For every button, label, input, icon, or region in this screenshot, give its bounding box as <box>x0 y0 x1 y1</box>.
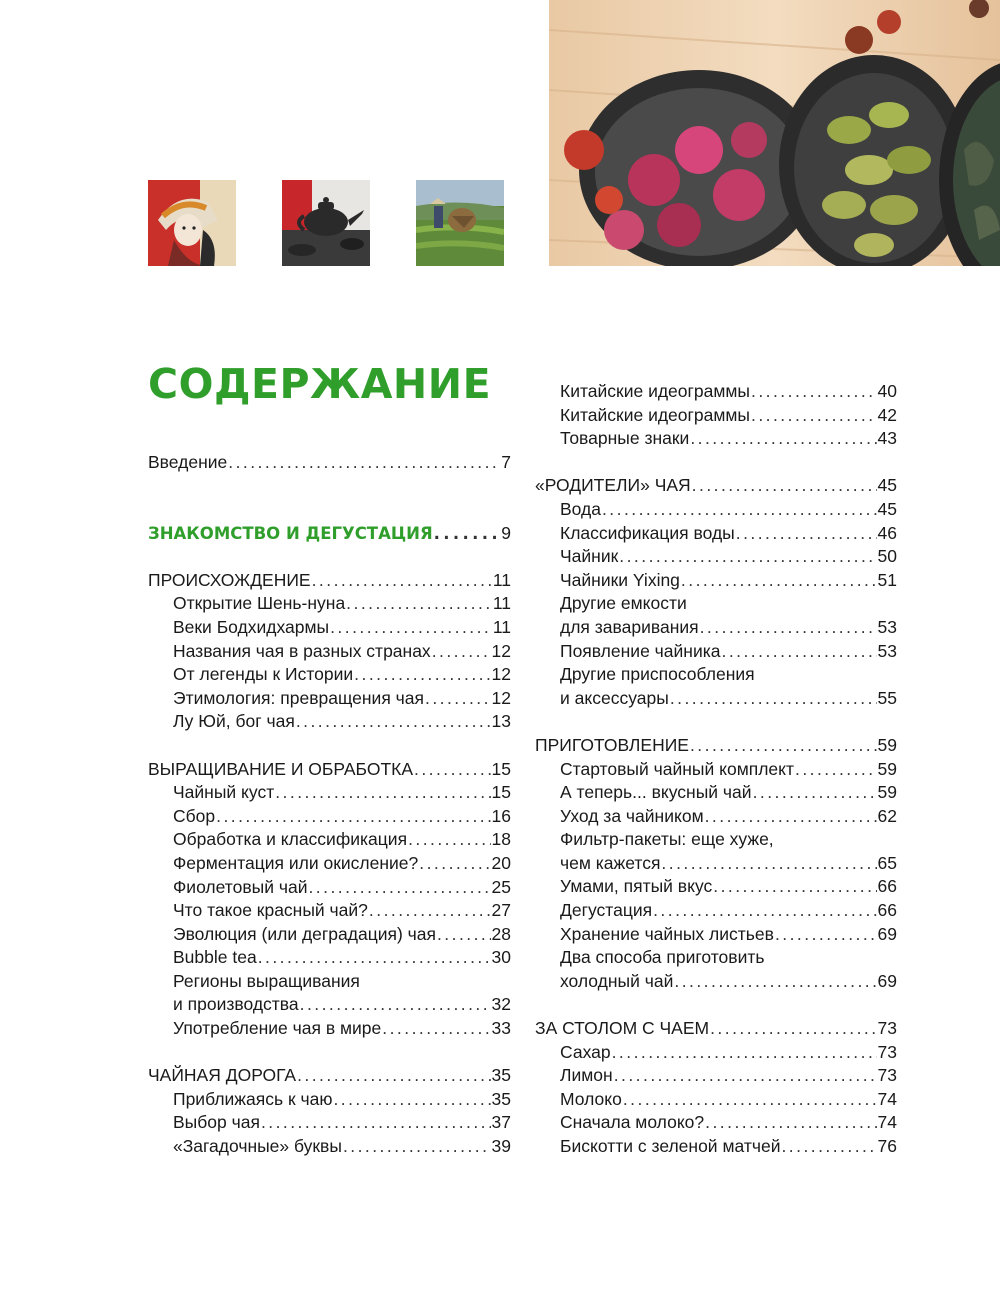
toc-leader-dots <box>434 522 501 546</box>
toc-page-number: 30 <box>491 947 511 968</box>
toc-entry-row <box>560 545 897 569</box>
toc-entry-label: и аксессуары <box>560 687 669 708</box>
toc-page-number: 39 <box>491 1136 511 1157</box>
toc-page-number: 59 <box>877 734 897 755</box>
toc-entry-label: Вода <box>560 498 601 519</box>
toc-page-number: 53 <box>877 640 897 661</box>
toc-entry-label: Дегустация <box>560 900 653 921</box>
toc-spacer <box>535 993 897 1017</box>
toc-entry-row <box>535 734 897 758</box>
toc-leader-dots <box>751 380 877 404</box>
tea-spoons-photo <box>549 0 1000 266</box>
toc-page-number: 74 <box>877 1112 897 1133</box>
toc-entry-label: Эволюция (или деградация) чая <box>173 923 436 944</box>
toc-entry-label: Фиолетовый чай <box>173 876 308 897</box>
toc-entry[interactable] <box>535 828 897 875</box>
toc-entry-row <box>173 993 511 1017</box>
toc-entry[interactable] <box>148 970 511 1017</box>
toc-entry-row <box>173 828 511 852</box>
toc-leader-dots <box>414 758 491 782</box>
toc-leader-dots <box>690 734 877 758</box>
toc-entry-row <box>173 1088 511 1112</box>
toc-page-number: 62 <box>877 805 897 826</box>
toc-section-entry[interactable] <box>148 451 511 475</box>
toc-entry-row <box>560 875 897 899</box>
toc-entry-row <box>173 687 511 711</box>
toc-entry-row <box>560 758 897 782</box>
toc-entry-label: Лимон <box>560 1065 613 1086</box>
toc-leader-dots <box>681 569 877 593</box>
toc-leader-dots <box>661 852 876 876</box>
toc-entry-label: ЧАЙНАЯ ДОРОГА <box>148 1065 297 1086</box>
toc-page-number: 43 <box>877 428 897 449</box>
toc-entry-label: Регионы выращивания <box>173 970 360 991</box>
toc-page-number: 45 <box>877 498 897 519</box>
toc-entry[interactable] <box>535 569 897 593</box>
toc-entry-row <box>535 1017 897 1041</box>
toc-page-number: 11 <box>492 593 511 614</box>
toc-entry-label: ЗНАКОМСТВО И ДЕГУСТАЦИЯ <box>148 523 433 543</box>
toc-entry[interactable] <box>535 380 897 404</box>
toc-leader-dots <box>296 710 491 734</box>
toc-entry-row <box>173 640 511 664</box>
toc-entry-label: Открытие Шень-нуна <box>173 593 346 614</box>
toc-leader-dots <box>432 640 491 664</box>
toc-page-number: 27 <box>491 900 511 921</box>
toc-entry-label: «РОДИТЕЛИ» ЧАЯ <box>535 475 691 496</box>
toc-entry-row <box>173 852 511 876</box>
toc-page-number: 32 <box>491 994 511 1015</box>
toc-page-number: 25 <box>491 876 511 897</box>
toc-section-entry[interactable] <box>148 569 511 593</box>
toc-entry-row <box>148 1064 511 1088</box>
toc-leader-dots <box>369 899 491 923</box>
toc-entry-row <box>173 923 511 947</box>
toc-entry-label: Сахар <box>560 1041 611 1062</box>
toc-leader-dots <box>343 1135 491 1159</box>
toc-entry-row <box>560 522 897 546</box>
toc-entry-label: Товарные знаки <box>560 428 690 449</box>
toc-page-number: 73 <box>877 1065 897 1086</box>
toc-leader-dots <box>419 852 490 876</box>
toc-entry-label: Стартовый чайный комплект <box>560 758 795 779</box>
toc-part-entry[interactable] <box>148 522 511 546</box>
toc-entry-label: Появление чайника <box>560 640 721 661</box>
toc-leader-dots <box>425 687 491 711</box>
toc-entry[interactable] <box>148 1088 511 1112</box>
toc-entry-label: Чайный куст <box>173 782 275 803</box>
toc-entry[interactable] <box>535 522 897 546</box>
toc-entry-row <box>560 1088 897 1112</box>
toc-entry[interactable] <box>148 946 511 970</box>
toc-spacer <box>148 545 511 569</box>
toc-leader-dots <box>753 781 877 805</box>
toc-entry-label: Лу Юй, бог чая <box>173 711 295 732</box>
toc-entry[interactable] <box>535 781 897 805</box>
toc-leader-dots <box>275 781 490 805</box>
toc-entry-row <box>560 1111 897 1135</box>
toc-entry[interactable] <box>148 876 511 900</box>
toc-entry[interactable] <box>535 1064 897 1088</box>
toc-page-number: 73 <box>877 1018 897 1039</box>
toc-page-number: 40 <box>877 381 897 401</box>
toc-entry[interactable] <box>535 923 897 947</box>
toc-entry-row <box>560 427 897 451</box>
toc-entry-label: и производства <box>173 994 299 1015</box>
toc-entry-label: Чайники Yixing <box>560 569 680 590</box>
toc-page-number: 16 <box>491 805 511 826</box>
toc-entry[interactable] <box>535 1088 897 1112</box>
toc-page-number: 76 <box>877 1136 897 1156</box>
toc-column-left <box>148 451 511 1159</box>
toc-entry-label: Обработка и классификация <box>173 829 408 850</box>
toc-entry-label: «Загадочные» буквы <box>173 1136 342 1157</box>
toc-entry-label: Bubble tea <box>173 947 257 968</box>
toc-entry[interactable] <box>148 687 511 711</box>
toc-entry-label: Другие емкости <box>560 593 687 614</box>
toc-page-number: 15 <box>491 782 511 803</box>
toc-entry-row <box>560 616 897 640</box>
toc-page-number: 35 <box>491 1065 511 1086</box>
toc-entry-row <box>560 1064 897 1088</box>
toc-page-number: 45 <box>877 475 897 496</box>
tea-picker-photo <box>416 180 504 266</box>
toc-leader-dots <box>382 1017 490 1041</box>
toc-entry-row <box>173 592 511 616</box>
toc-page-number: 46 <box>877 522 897 543</box>
toc-entry-label: Китайские идеограммы <box>560 381 751 401</box>
toc-entry[interactable] <box>535 498 897 522</box>
toc-entry-label: Названия чая в разных странах <box>173 640 431 661</box>
toc-entry-label: От легенды к Истории <box>173 664 354 685</box>
toc-entry-row <box>560 640 897 664</box>
toc-entry-row <box>173 805 511 829</box>
toc-entry-label: Веки Бодхидхармы <box>173 616 330 637</box>
toc-entry[interactable] <box>535 899 897 923</box>
toc-leader-dots <box>692 474 877 498</box>
toc-entry-label: Два способа приготовить <box>560 947 765 968</box>
toc-leader-dots <box>297 1064 490 1088</box>
toc-entry[interactable] <box>535 663 897 710</box>
toc-entry-label: для заваривания <box>560 616 699 637</box>
toc-leader-dots <box>312 569 492 593</box>
toc-entry-row <box>148 758 511 782</box>
toc-entry-row <box>560 923 897 947</box>
toc-entry-row <box>560 852 897 876</box>
toc-entry-label: Приближаясь к чаю <box>173 1088 333 1109</box>
toc-leader-dots <box>713 875 876 899</box>
toc-entry[interactable] <box>148 828 511 852</box>
toc-entry-label: ПРИГОТОВЛЕНИЕ <box>535 734 689 755</box>
toc-entry-row <box>173 1135 511 1159</box>
toc-page-number: 59 <box>877 758 897 779</box>
toc-leader-dots <box>612 1041 877 1065</box>
toc-entry-label: Фильтр-пакеты: еще хуже, <box>560 829 774 850</box>
toc-leader-dots <box>216 805 490 829</box>
toc-spacer <box>148 734 511 758</box>
toc-entry-label: Китайские идеограммы <box>560 404 751 425</box>
toc-leader-dots <box>330 616 492 640</box>
toc-leader-dots <box>354 663 490 687</box>
toc-page-number: 59 <box>877 782 897 803</box>
toc-spacer <box>535 710 897 734</box>
toc-leader-dots <box>258 946 491 970</box>
toc-entry[interactable] <box>148 1017 511 1041</box>
toc-entry-row <box>173 946 511 970</box>
toc-entry[interactable] <box>535 427 897 451</box>
toc-leader-dots <box>602 498 877 522</box>
toc-leader-dots <box>705 805 877 829</box>
toc-entry[interactable] <box>535 545 897 569</box>
toc-spacer <box>148 475 511 522</box>
toc-entry-row <box>535 474 897 498</box>
toc-entry-row <box>173 1017 511 1041</box>
toc-section-entry[interactable] <box>535 734 897 758</box>
toc-leader-dots <box>300 993 491 1017</box>
toc-entry-row <box>173 663 511 687</box>
toc-leader-dots <box>705 1111 876 1135</box>
toc-page-number: 9 <box>501 522 511 543</box>
toc-page-number: 11 <box>492 569 511 590</box>
geisha-painting-photo <box>148 180 236 266</box>
toc-page-number: 11 <box>492 616 511 637</box>
toc-page-number: 12 <box>491 687 511 708</box>
toc-leader-dots <box>670 687 877 711</box>
toc-entry[interactable] <box>535 875 897 899</box>
toc-leader-dots <box>690 427 876 451</box>
toc-page-number: 74 <box>877 1088 897 1109</box>
toc-entry[interactable] <box>535 758 897 782</box>
toc-spacer <box>148 1041 511 1065</box>
toc-entry-row <box>148 569 511 593</box>
toc-section-entry[interactable] <box>535 1017 897 1041</box>
toc-entry-label: Бискотти с зеленой матчей <box>560 1136 781 1156</box>
toc-leader-dots <box>781 1135 876 1159</box>
toc-entry-row <box>560 569 897 593</box>
toc-entry[interactable] <box>148 640 511 664</box>
toc-page-number: 28 <box>491 923 511 944</box>
toc-entry-row <box>560 805 897 829</box>
toc-entry-label: ЗА СТОЛОМ С ЧАЕМ <box>535 1018 710 1039</box>
toc-entry-row <box>173 781 511 805</box>
toc-leader-dots <box>437 923 491 947</box>
toc-entry-label: Умами, пятый вкус <box>560 876 713 897</box>
toc-leader-dots <box>346 592 492 616</box>
toc-entry-row <box>560 498 897 522</box>
toc-leader-dots <box>261 1111 491 1135</box>
toc-page-number: 53 <box>877 616 897 637</box>
toc-entry-label: ПРОИСХОЖДЕНИЕ <box>148 569 311 590</box>
toc-page-number: 66 <box>877 900 897 921</box>
toc-page-number: 7 <box>501 452 511 472</box>
toc-leader-dots <box>710 1017 876 1041</box>
toc-entry[interactable] <box>535 404 897 428</box>
toc-entry-label: Классификация воды <box>560 522 735 543</box>
toc-entry-row <box>173 1111 511 1135</box>
toc-section-entry[interactable] <box>535 474 897 498</box>
toc-entry-row <box>173 876 511 900</box>
toc-entry-label: холодный чай <box>560 970 674 991</box>
toc-section-entry[interactable] <box>148 758 511 782</box>
toc-entry-row <box>560 970 897 994</box>
toc-entry-label: Ферментация или окисление? <box>173 852 419 873</box>
toc-entry-label: чем кажется <box>560 852 661 873</box>
toc-page-number: 65 <box>877 852 897 873</box>
toc-page-number: 66 <box>877 876 897 897</box>
toc-entry[interactable] <box>535 1041 897 1065</box>
toc-page-number: 50 <box>877 546 897 567</box>
toc-entry-row <box>148 522 511 546</box>
toc-leader-dots <box>751 404 877 428</box>
toc-section-entry[interactable] <box>148 1064 511 1088</box>
toc-entry-row <box>173 616 511 640</box>
toc-entry-row <box>560 404 897 428</box>
toc-page-number: 33 <box>491 1018 511 1039</box>
toc-entry[interactable] <box>148 805 511 829</box>
toc-leader-dots <box>722 640 877 664</box>
toc-entry-label: Чайник <box>560 546 619 567</box>
toc-page-number: 73 <box>877 1041 897 1062</box>
toc-leader-dots <box>775 923 877 947</box>
toc-entry-label: Этимология: превращения чая <box>173 687 424 708</box>
toc-leader-dots <box>795 758 877 782</box>
toc-page-number: 35 <box>491 1088 511 1109</box>
toc-leader-dots <box>308 876 490 900</box>
page-title: СОДЕРЖАНИЕ <box>148 360 492 408</box>
toc-entry[interactable] <box>148 781 511 805</box>
toc-column-right <box>535 380 897 1159</box>
toc-spacer <box>535 451 897 475</box>
toc-leader-dots <box>614 1064 877 1088</box>
toc-page-number: 12 <box>491 640 511 661</box>
toc-entry[interactable] <box>148 592 511 616</box>
toc-entry[interactable] <box>535 592 897 639</box>
toc-page-number: 42 <box>877 404 897 425</box>
toc-page-number: 18 <box>491 829 511 850</box>
toc-entry-label: Другие приспособления <box>560 664 755 685</box>
toc-entry-label: Молоко <box>560 1088 622 1109</box>
toc-entry-label: Что такое красный чай? <box>173 900 368 921</box>
toc-leader-dots <box>674 970 876 994</box>
toc-leader-dots <box>228 451 500 475</box>
toc-entry[interactable] <box>148 710 511 734</box>
toc-leader-dots <box>700 616 877 640</box>
toc-entry[interactable] <box>535 946 897 993</box>
toc-page-number: 37 <box>491 1112 511 1133</box>
toc-entry[interactable] <box>148 899 511 923</box>
toc-entry-row <box>560 781 897 805</box>
toc-entry-row <box>560 380 897 404</box>
toc-entry-row <box>173 710 511 734</box>
toc-page-number: 12 <box>491 664 511 685</box>
toc-entry[interactable] <box>535 640 897 664</box>
toc-entry-label: Хранение чайных листьев <box>560 923 774 944</box>
toc-entry-label: Выбор чая <box>173 1112 260 1133</box>
toc-entry-label: Сбор <box>173 805 216 826</box>
toc-page-number: 13 <box>491 711 511 732</box>
toc-page-number: 69 <box>877 970 897 991</box>
toc-entry-row <box>560 1041 897 1065</box>
toc-page-number: 51 <box>877 569 897 590</box>
toc-entry[interactable] <box>148 616 511 640</box>
toc-leader-dots <box>623 1088 877 1112</box>
toc-leader-dots <box>333 1088 490 1112</box>
toc-leader-dots <box>736 522 877 546</box>
toc-entry[interactable] <box>535 1135 897 1159</box>
toc-leader-dots <box>408 828 490 852</box>
toc-entry[interactable] <box>535 1111 897 1135</box>
toc-entry-row <box>560 899 897 923</box>
toc-entry[interactable] <box>148 923 511 947</box>
toc-page-number: 55 <box>877 687 897 708</box>
toc-entry[interactable] <box>148 1111 511 1135</box>
toc-entry-label: Употребление чая в мире <box>173 1018 382 1039</box>
toc-entry-label: ВЫРАЩИВАНИЕ И ОБРАБОТКА <box>148 758 414 779</box>
toc-page-number: 15 <box>491 758 511 779</box>
toc-entry-label: А теперь... вкусный чай <box>560 782 752 803</box>
toc-entry[interactable] <box>148 852 511 876</box>
toc-page-number: 69 <box>877 923 897 944</box>
toc-entry[interactable] <box>148 663 511 687</box>
toc-page-number: 20 <box>491 852 511 873</box>
toc-entry-label: Уход за чайником <box>560 805 704 826</box>
toc-entry-row <box>560 1135 897 1159</box>
toc-entry[interactable] <box>148 1135 511 1159</box>
toc-entry-row <box>560 687 897 711</box>
toc-entry[interactable] <box>535 805 897 829</box>
toc-leader-dots <box>653 899 876 923</box>
toc-entry-row <box>173 899 511 923</box>
toc-entry-row <box>148 451 511 475</box>
toc-entry-label: Сначала молоко? <box>560 1112 705 1133</box>
clay-teapot-photo <box>282 180 370 266</box>
toc-leader-dots <box>619 545 876 569</box>
toc-entry-label: Введение <box>148 452 228 472</box>
